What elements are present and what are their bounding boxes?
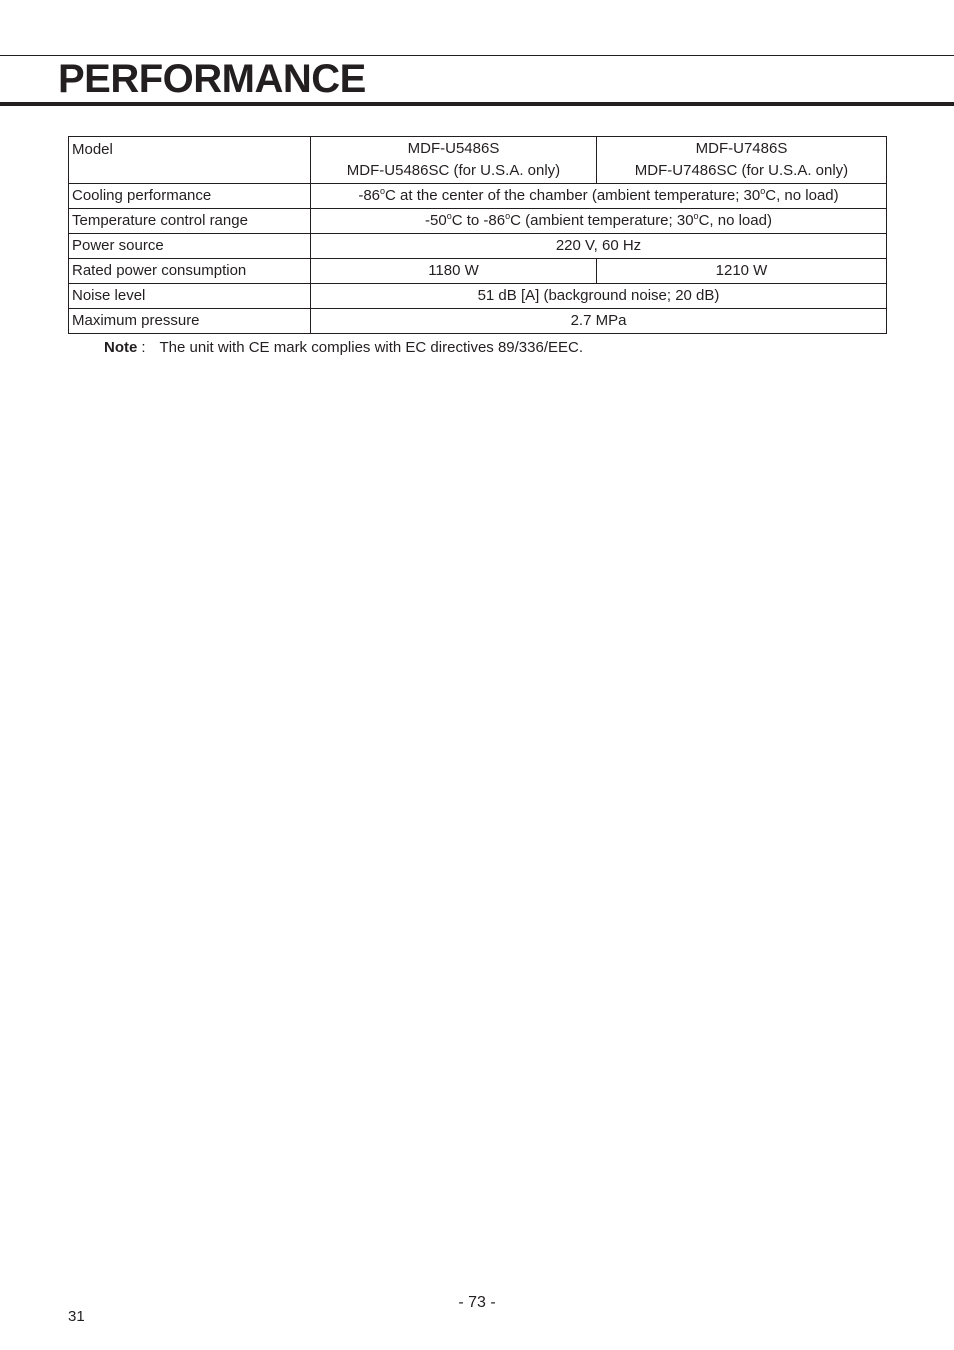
row-label-pressure: Maximum pressure	[69, 309, 311, 334]
temp-range-value-part: C to -86	[451, 212, 506, 229]
note	[104, 338, 583, 358]
table-row-model	[69, 137, 887, 184]
pressure-value: 2.7 MPa	[311, 309, 887, 334]
degree-mark: o	[505, 211, 511, 221]
degree-mark: o	[446, 211, 452, 221]
table-row-cooling	[69, 184, 887, 209]
model-col2-line1: MDF-U7486S	[695, 140, 788, 157]
title-rule	[0, 102, 954, 106]
temp-range-value-part: C, no load)	[698, 212, 772, 229]
temp-range-value	[311, 209, 887, 234]
rated-power-col2: 1210 W	[597, 259, 887, 284]
row-label-power-source: Power source	[69, 234, 311, 259]
row-label-cooling: Cooling performance	[69, 184, 311, 209]
model-col1	[311, 137, 597, 184]
table-row-power-source	[69, 234, 887, 259]
page-title: PERFORMANCE	[58, 57, 366, 101]
table-row-noise	[69, 284, 887, 309]
cooling-value-part: -86	[358, 187, 381, 204]
table-row-rated-power	[69, 259, 887, 284]
row-label-rated-power: Rated power consumption	[69, 259, 311, 284]
page-number: - 73 -	[458, 1294, 496, 1311]
row-label-model: Model	[69, 137, 311, 184]
cooling-value-part: C, no load)	[765, 187, 839, 204]
temp-range-value-part: C (ambient temperature; 30	[510, 212, 694, 229]
note-text: The unit with CE mark complies with EC directives 89/336/EEC.	[159, 339, 584, 356]
row-label-noise: Noise level	[69, 284, 311, 309]
note-separator: :	[141, 339, 146, 356]
cooling-value	[311, 184, 887, 209]
noise-value: 51 dB [A] (background noise; 20 dB)	[311, 284, 887, 309]
temp-range-value-part: -50	[425, 212, 447, 229]
model-col1-line1: MDF-U5486S	[407, 140, 500, 157]
performance-table	[68, 136, 887, 334]
rated-power-col1: 1180 W	[311, 259, 597, 284]
degree-mark: o	[380, 186, 386, 196]
model-col2-line2: MDF-U7486SC (for U.S.A. only)	[634, 162, 849, 179]
model-col2	[597, 137, 887, 184]
power-source-value: 220 V, 60 Hz	[311, 234, 887, 259]
model-col1-line2: MDF-U5486SC (for U.S.A. only)	[346, 162, 561, 179]
table-row-pressure	[69, 309, 887, 334]
row-label-temp-range: Temperature control range	[69, 209, 311, 234]
degree-mark: o	[693, 211, 699, 221]
degree-mark: o	[760, 186, 766, 196]
table-row-temp-range	[69, 209, 887, 234]
note-label: Note	[104, 339, 138, 356]
cooling-value-part: C at the center of the chamber (ambient temperature; 30	[385, 187, 761, 204]
side-number: 31	[68, 1308, 85, 1325]
